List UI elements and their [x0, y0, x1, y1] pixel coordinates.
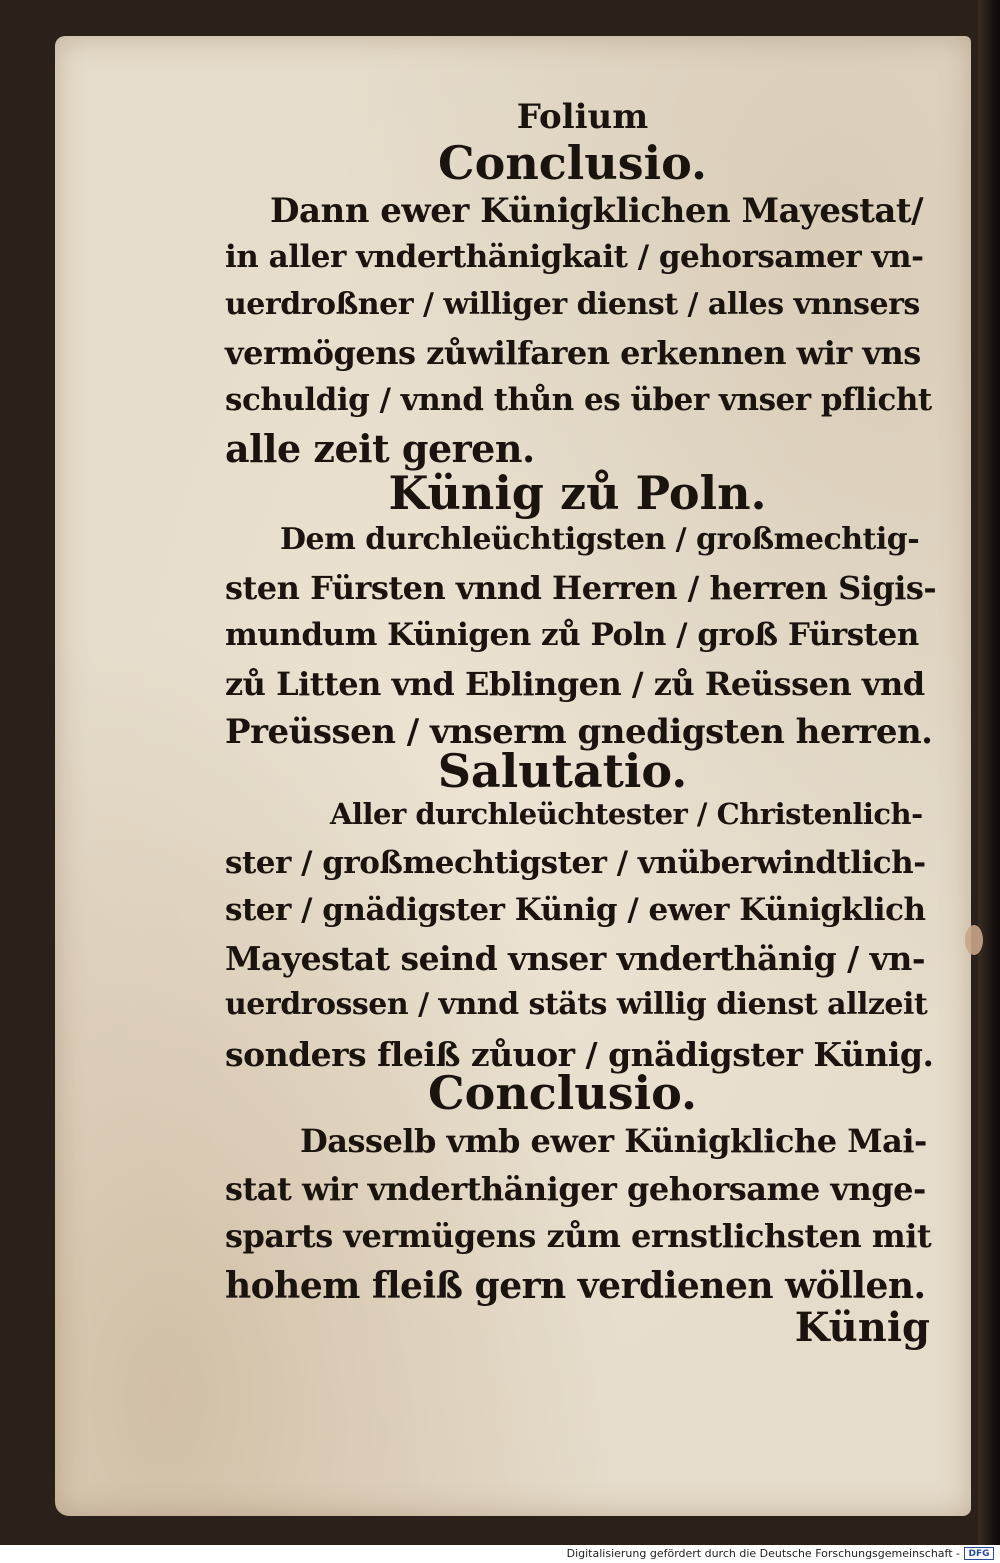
section-heading: Conclusio. — [438, 136, 707, 190]
funding-notice: Digitalisierung gefördert durch die Deutsche Forschungsgemeinschaft - — [566, 1547, 960, 1560]
text-line: Dem durchleüchtigsten / großmechtig- — [280, 522, 920, 557]
text-line: ster / gnädigster Künig / ewer Künigklich — [225, 892, 926, 928]
text-line: mundum Künigen zů Poln / groß Fürsten — [225, 617, 919, 653]
text-line: Dann ewer Künigklichen Mayestat/ — [270, 191, 924, 231]
text-line: alle zeit geren. — [225, 426, 535, 471]
text-line: sten Fürsten vnnd Herren / herren Sigis- — [225, 569, 937, 607]
text-line: in aller vnderthänigkait / gehorsamer vn- — [225, 239, 924, 275]
section-heading: Salutatio. — [437, 744, 688, 798]
text-line: sparts vermügens zům ernstlichsten mit — [225, 1217, 932, 1255]
text-line: Mayestat seind vnser vnderthänig / vn- — [225, 939, 926, 978]
text-line: hohem fleiß gern verdienen wöllen. — [225, 1265, 926, 1307]
text-line: zů Litten vnd Eblingen / zů Reüssen vnd — [225, 665, 925, 703]
section-heading: Conclusio. — [428, 1066, 697, 1120]
text-line: Preüssen / vnserm gnedigsten herren. — [225, 712, 933, 752]
running-head: Folium — [516, 97, 649, 137]
text-line: ster / großmechtigster / vnüberwindtlich- — [225, 845, 926, 881]
page-stain — [965, 925, 983, 955]
text-line: vermögens zůwilfaren erkennen wir vns — [225, 334, 921, 372]
text-line: Aller durchleüchtester / Christenlich- — [330, 797, 923, 831]
section-heading: Künig zů Poln. — [388, 466, 767, 520]
text-line: uerdrossen / vnnd stäts willig dienst allzeit — [225, 987, 928, 1022]
dfg-logo: DFG — [964, 1547, 994, 1560]
text-line: uerdroßner / williger dienst / alles vnnsers — [225, 287, 920, 322]
digitization-footer — [0, 1545, 1000, 1563]
text-line: stat wir vnderthäniger gehorsame vnge- — [225, 1170, 926, 1208]
catchword: Künig — [794, 1304, 930, 1351]
text-line: Dasselb vmb ewer Künigkliche Mai- — [300, 1122, 927, 1160]
text-line: sonders fleiß zůuor / gnädigster Künig. — [225, 1035, 934, 1074]
text-line: schuldig / vnnd thůn es über vnser pflicht — [225, 382, 932, 418]
book-edge — [978, 0, 1000, 1545]
